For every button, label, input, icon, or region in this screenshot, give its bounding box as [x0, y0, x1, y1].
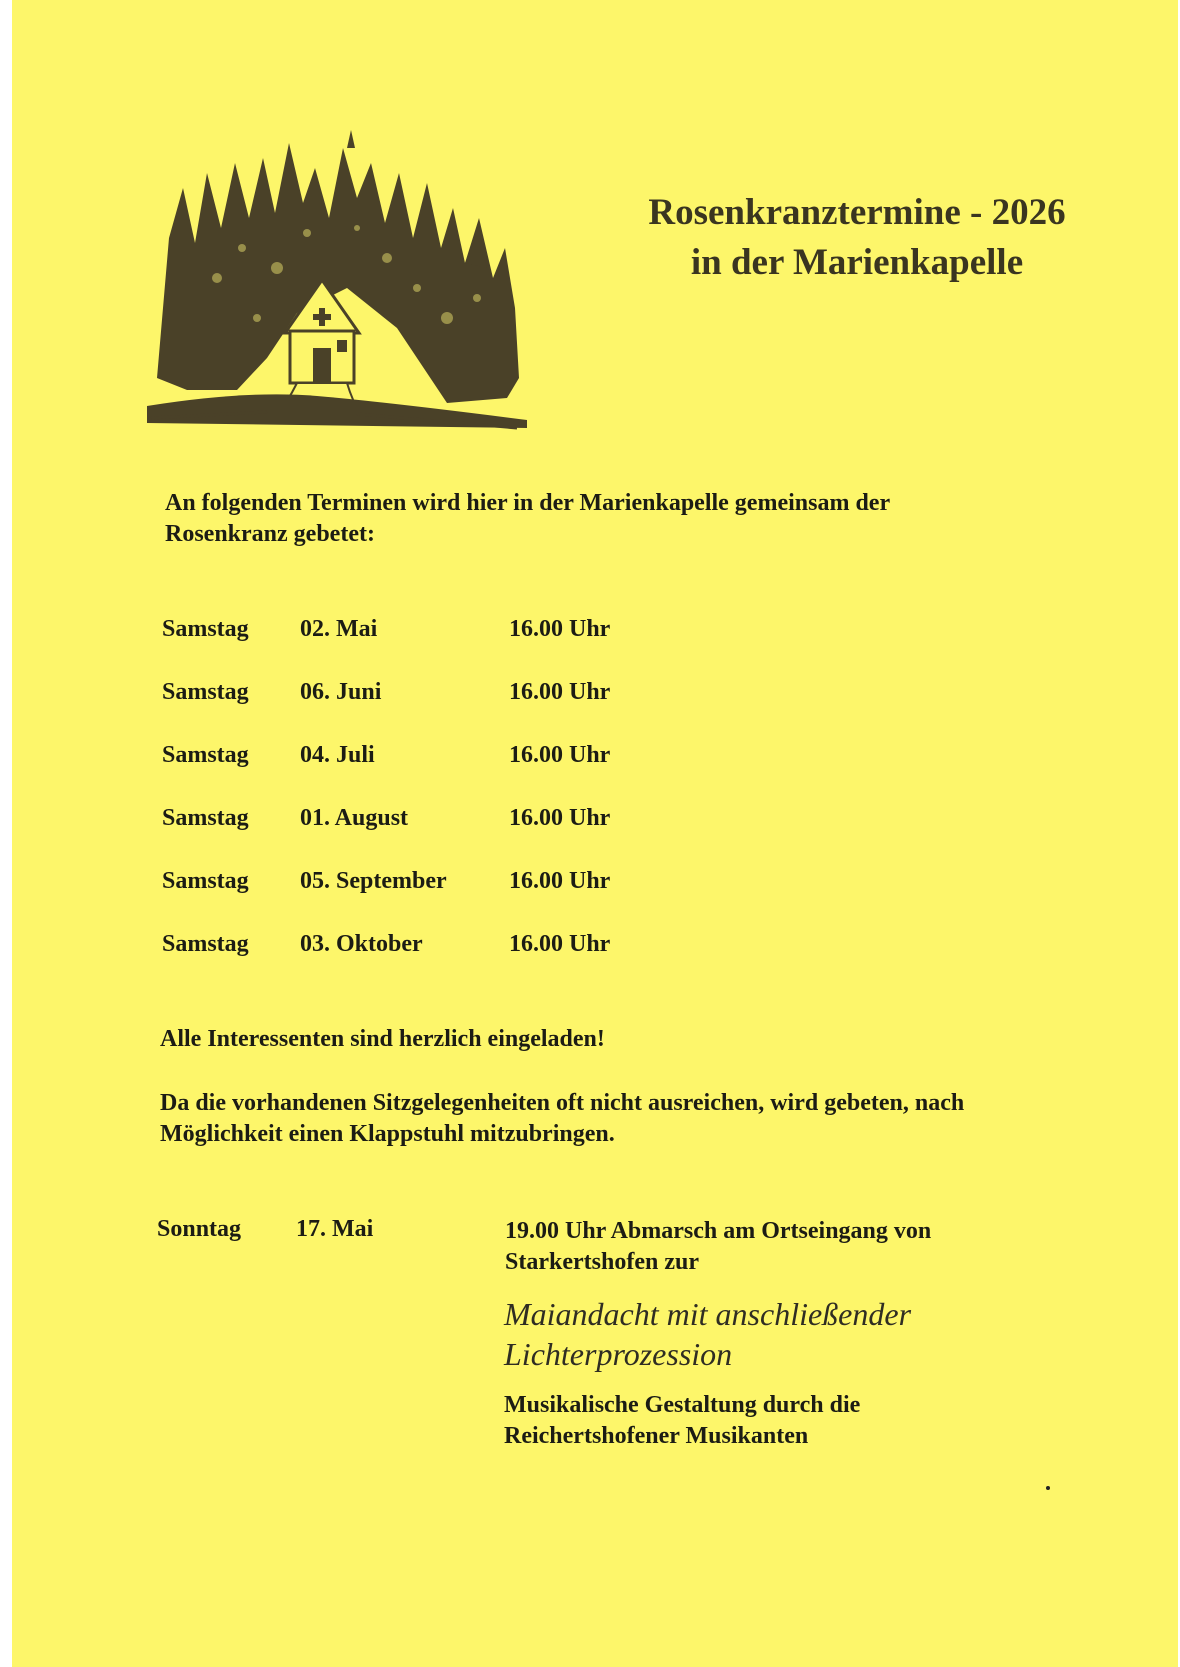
- schedule-date: 02. Mai: [300, 616, 378, 642]
- walk-line-2: Starkertshofen zur: [505, 1249, 699, 1275]
- music-line-1: Musikalische Gestaltung durch die: [504, 1392, 861, 1418]
- title-line-2: in der Marienkapelle: [690, 242, 1024, 283]
- schedule-time: 16.00 Uhr: [509, 805, 611, 831]
- invitation-text: Alle Interessenten sind herzlich eingeladen!: [160, 1026, 605, 1052]
- music-line-2: Reichertshofener Musikanten: [504, 1423, 809, 1449]
- schedule-day: Samstag: [162, 742, 249, 768]
- intro-line-1: An folgenden Terminen wird hier in der Marienkapelle gemeinsam der: [165, 490, 891, 516]
- schedule-day: Samstag: [162, 868, 249, 894]
- scan-speck: [1046, 1486, 1050, 1490]
- schedule-time: 16.00 Uhr: [509, 679, 611, 705]
- seating-note: [160, 1088, 964, 1150]
- schedule-date: 03. Oktober: [300, 931, 423, 957]
- schedule-row: [162, 614, 662, 677]
- schedule-day: Samstag: [162, 679, 249, 705]
- walk-line-1: 19.00 Uhr Abmarsch am Ortseingang von: [505, 1218, 932, 1244]
- intro-paragraph: [165, 488, 890, 550]
- special-date: 17. Mai: [296, 1216, 374, 1242]
- schedule-date: 05. September: [300, 868, 447, 894]
- seating-line-1: Da die vorhandenen Sitzgelegenheiten oft nicht ausreichen, wird gebeten, nach: [160, 1090, 965, 1116]
- schedule-day: Samstag: [162, 805, 249, 831]
- special-day: Sonntag: [157, 1216, 242, 1242]
- schedule-time: 16.00 Uhr: [509, 868, 611, 894]
- special-walk-info: [505, 1216, 931, 1278]
- page-title: [552, 188, 1162, 288]
- schedule-row: [162, 803, 662, 866]
- schedule-row: [162, 740, 662, 803]
- special-event-title: [504, 1294, 911, 1374]
- title-line-1: Rosenkranztermine - 2026: [648, 192, 1066, 233]
- event-line-2: Lichterprozession: [504, 1336, 733, 1372]
- schedule-day: Samstag: [162, 616, 249, 642]
- chapel-forest-illustration: [147, 128, 547, 448]
- schedule-row: [162, 677, 662, 740]
- flyer-page: [12, 0, 1178, 1667]
- schedule-time: 16.00 Uhr: [509, 931, 611, 957]
- schedule-row: [162, 929, 662, 992]
- schedule-table: [162, 614, 662, 992]
- schedule-row: [162, 866, 662, 929]
- schedule-date: 01. August: [300, 805, 409, 831]
- music-credit: [504, 1390, 860, 1452]
- schedule-time: 16.00 Uhr: [509, 616, 611, 642]
- schedule-time: 16.00 Uhr: [509, 742, 611, 768]
- seating-line-2: Möglichkeit einen Klappstuhl mitzubringen.: [160, 1121, 615, 1147]
- schedule-date: 04. Juli: [300, 742, 375, 768]
- schedule-date: 06. Juni: [300, 679, 382, 705]
- event-line-1: Maiandacht mit anschließender: [504, 1296, 912, 1332]
- intro-line-2: Rosenkranz gebetet:: [165, 521, 375, 547]
- schedule-day: Samstag: [162, 931, 249, 957]
